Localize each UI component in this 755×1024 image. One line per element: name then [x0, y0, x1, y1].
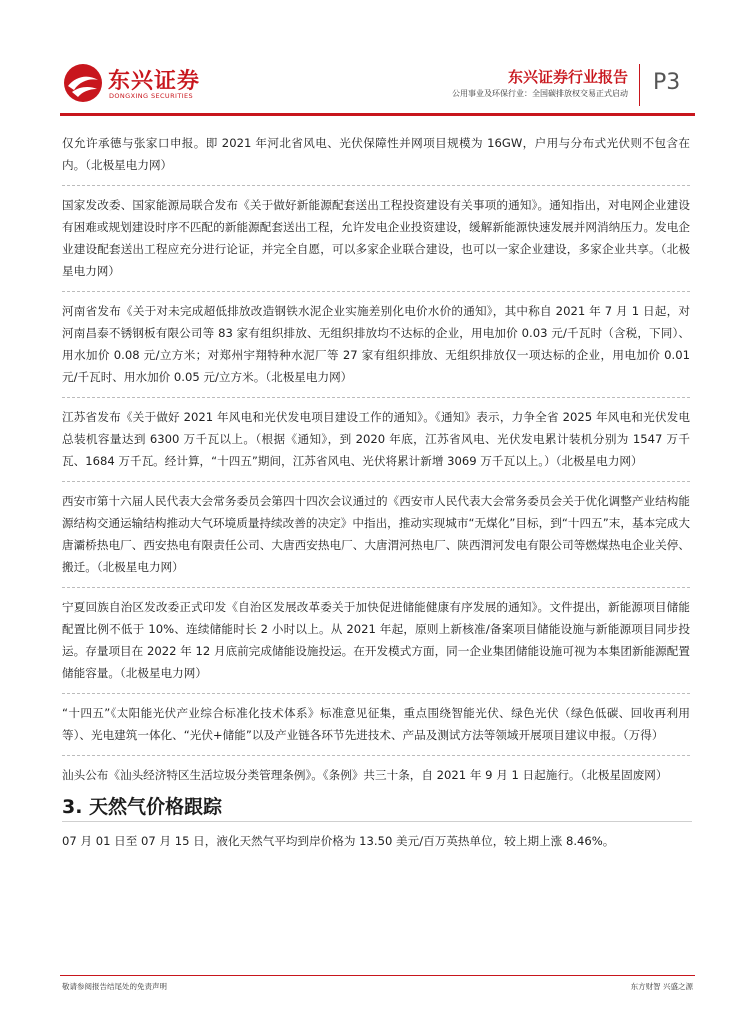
news-paragraph: 河南省发布《关于对未完成超低排放改造钢铁水泥企业实施差别化电价水价的通知》，其中称自 2021 年 7 月 1 日起，对河南昌泰不锈钢板有限公司等 83 家有组织排放、无组织排放均不达标的企业，用电加价 0.03 元/千瓦时（含税，下同）、用水加价 0.08 元/立方米；对郑州宇翔特种水泥厂等 27 家有组织排放、无组织排放仅一项达标的企业，用电加价 0.01 元/千瓦时、用水加价 0.05 元/立方米。（北极星电力网） [62, 292, 690, 398]
news-paragraph: 宁夏回族自治区发改委正式印发《自治区发展改革委关于加快促进储能健康有序发展的通知》。文件提出，新能源项目储能配置比例不低于 10%、连续储能时长 2 小时以上。从 2021 年起，原则上新核准/备案项目储能设施与新能源项目同步投运。存量项目在 2022 年 12 月底前完成储能设施投运。在开发模式方面，同一企业集团储能设施可视为本集团新能源配置储能容量。（北极星电力网） [62, 588, 690, 694]
news-paragraph: 汕头公布《汕头经济特区生活垃圾分类管理条例》。《条例》共三十条，自 2021 年 9 月 1 日起施行。（北极星固废网） [62, 768, 668, 782]
page-header [0, 0, 755, 120]
header-rule [60, 113, 695, 116]
logo-text-cn: 东兴证券 [108, 69, 201, 94]
header-divider [639, 64, 640, 106]
report-title: 东兴证券行业报告 [507, 68, 628, 86]
footer-slogan: 东方财智 兴盛之源 [630, 982, 693, 991]
logo-text-en: DONGXING SECURITIES [109, 92, 194, 100]
news-paragraph: 江苏省发布《关于做好 2021 年风电和光伏发电项目建设工作的通知》。《通知》表示，力争全省 2025 年风电和光伏发电总装机容量达到 6300 万千瓦以上。（根据《通知》，到 2020 年底，江苏省风电、光伏发电累计装机分别为 1547 万千瓦、1684 万千瓦。经计算，“十四五”期间，江苏省风电、光伏将累计新增 3069 万千瓦以上。）（北极星电力网） [62, 398, 690, 482]
dongxing-logo-icon [62, 62, 104, 104]
section-title: 3. 天然气价格跟踪 [62, 796, 223, 818]
footer-disclaimer: 敬请参阅报告结尾处的免责声明 [62, 982, 167, 991]
news-paragraph: 西安市第十六届人民代表大会常务委员会第四十四次会议通过的《西安市人民代表大会常务委员会关于优化调整产业结构能源结构交通运输结构推动大气环境质量持续改善的决定》中指出，推动实现城市“无煤化”目标，到“十四五”末，基本完成大唐灞桥热电厂、西安热电有限责任公司、大唐西安热电厂、大唐渭河热电厂、陕西渭河发电有限公司等燃煤热电企业关停、搬迁。（北极星电力网） [62, 482, 690, 588]
report-subtitle: 公用事业及环保行业：全国碳排放权交易正式启动 [452, 89, 628, 98]
news-paragraph: 仅允许承德与张家口申报。即 2021 年河北省风电、光伏保障性并网项目规模为 16GW，户用与分布式光伏则不包含在内。（北极星电力网） [62, 124, 690, 186]
news-paragraph: 国家发改委、国家能源局联合发布《关于做好新能源配套送出工程投资建设有关事项的通知》。通知指出，对电网企业建设有困难或规划建设时序不匹配的新能源配套送出工程，允许发电企业投资建设，缓解新能源快速发展并网消纳压力。发电企业建设配套送出工程应充分进行论证，并完全自愿，可以多家企业联合建设，也可以一家企业建设，多家企业共享。（北极星电力网） [62, 186, 690, 292]
news-list [62, 124, 690, 795]
section-rule [62, 821, 692, 822]
gas-price-paragraph: 07 月 01 日至 07 月 15 日，液化天然气平均到岸价格为 13.50 美元/百万英热单位，较上期上涨 8.46%。 [62, 834, 615, 848]
news-paragraph: “十四五”《太阳能光伏产业综合标准化技术体系》标准意见征集，重点围绕智能光伏、绿色光伏（绿色低碳、回收再利用等）、光电建筑一体化、“光伏+储能”以及产业链各环节先进技术、产品及测试方法等领域开展项目建议申报。（万得） [62, 694, 690, 756]
page-number: P3 [653, 70, 681, 95]
footer-rule [60, 975, 695, 976]
